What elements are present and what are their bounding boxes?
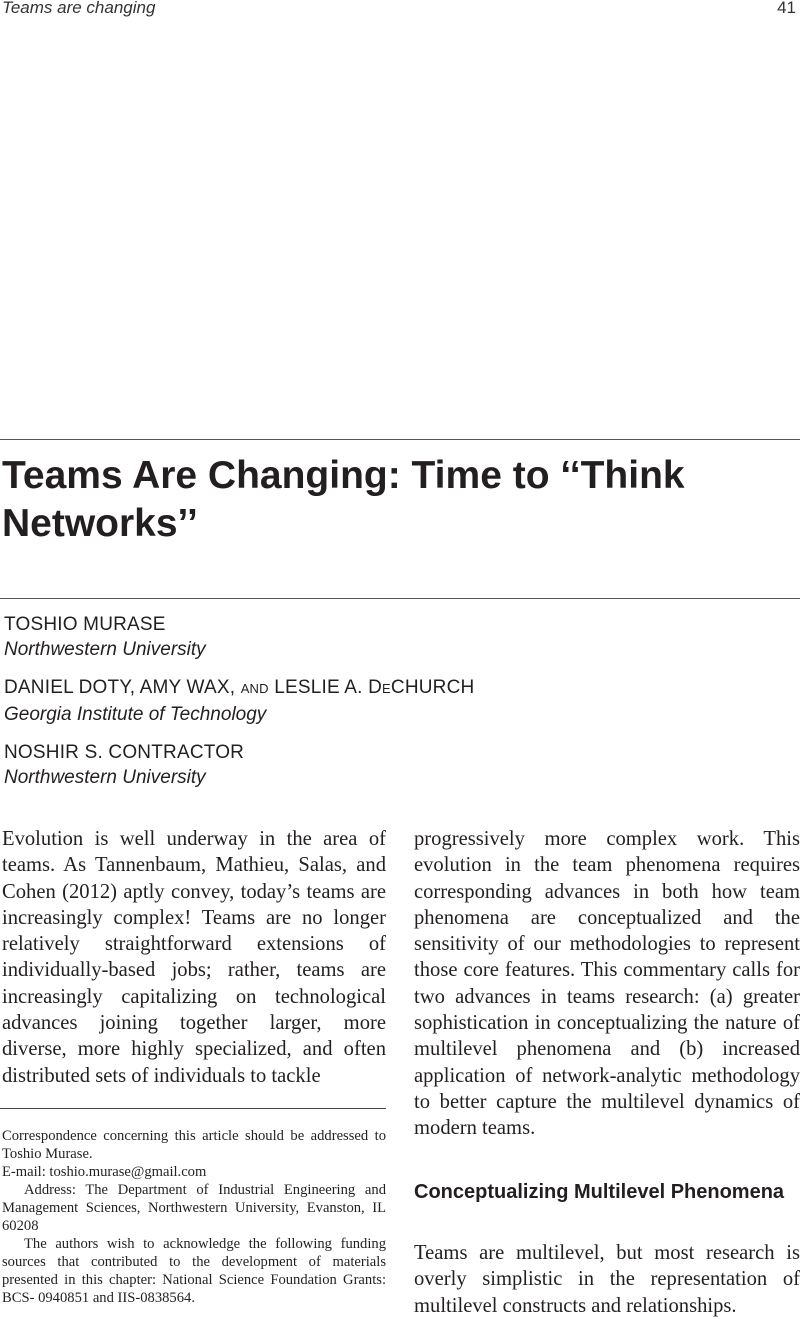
section-paragraph: Teams are multilevel, but most research is overly simplistic in the representation of multilevel constructs and relationships. bbox=[414, 1242, 800, 1317]
article-title: Teams Are Changing: Time to ‘‘Think Networks’’ bbox=[2, 454, 685, 545]
affiliation-1: Northwestern University bbox=[4, 639, 206, 660]
author-2 bbox=[4, 677, 474, 699]
author-2-names-a: DANIEL DOTY, AMY WAX, bbox=[4, 677, 241, 698]
title-bottom-rule bbox=[0, 598, 800, 599]
footnote-correspondence: Correspondence concerning this article should be addressed to Toshio Murase. bbox=[2, 1128, 386, 1162]
affiliation-2: Georgia Institute of Technology bbox=[4, 704, 267, 725]
footnote-rule bbox=[0, 1108, 386, 1109]
affiliation-3: Northwestern University bbox=[4, 767, 206, 788]
footnote-acknowledgment: The authors wish to acknowledge the following funding sources that contributed to the development of materials presented in this chapter: National Science Foundation Grants: BCS- 0940851 and IIS-0838564. bbox=[2, 1236, 386, 1306]
author-3: NOSHIR S. CONTRACTOR bbox=[4, 742, 245, 763]
author-2-names-c: CHURCH bbox=[390, 677, 475, 698]
footnote-address: Address: The Department of Industrial Engineering and Management Sciences, Northwestern University, Evanston, IL 60208 bbox=[2, 1182, 386, 1234]
body-left-column: Evolution is well underway in the area of teams. As Tannenbaum, Mathieu, Salas, and Cohen (2012) aptly convey, today’s teams are increasingly complex! Teams are no longer relatively straightforward extensions of individually-based jobs; rather, teams are increasingly capitalizing on technological advances joining together larger, more diverse, more highly specialized, and often distributed sets of individuals to tackle bbox=[2, 828, 386, 1087]
page-number: 41 bbox=[777, 0, 796, 17]
author-2-names-sc: E bbox=[382, 681, 391, 696]
author-1: TOSHIO MURASE bbox=[4, 614, 166, 635]
section-heading: Conceptualizing Multilevel Phenomena bbox=[414, 1181, 785, 1203]
author-2-and: AND bbox=[240, 681, 269, 696]
title-top-rule bbox=[0, 439, 800, 440]
footnote-email: E-mail: toshio.murase@gmail.com bbox=[2, 1164, 207, 1180]
running-head: Teams are changing bbox=[2, 0, 156, 17]
footnotes bbox=[2, 1127, 386, 1307]
body-right-column: progressively more complex work. This evolution in the team phenomena requires corresponding advances in both how team phenomena are conceptualized and the sensitivity of our methodologies to represent those core features. This commentary calls for two advances in teams research: (a) greater sophistication in conceptualizing the nature of multilevel phenomena and (b) increased application of network-analytic methodology to better capture the multilevel dynamics of modern teams. bbox=[414, 828, 800, 1140]
author-2-names-b: LESLIE A. D bbox=[268, 677, 383, 698]
